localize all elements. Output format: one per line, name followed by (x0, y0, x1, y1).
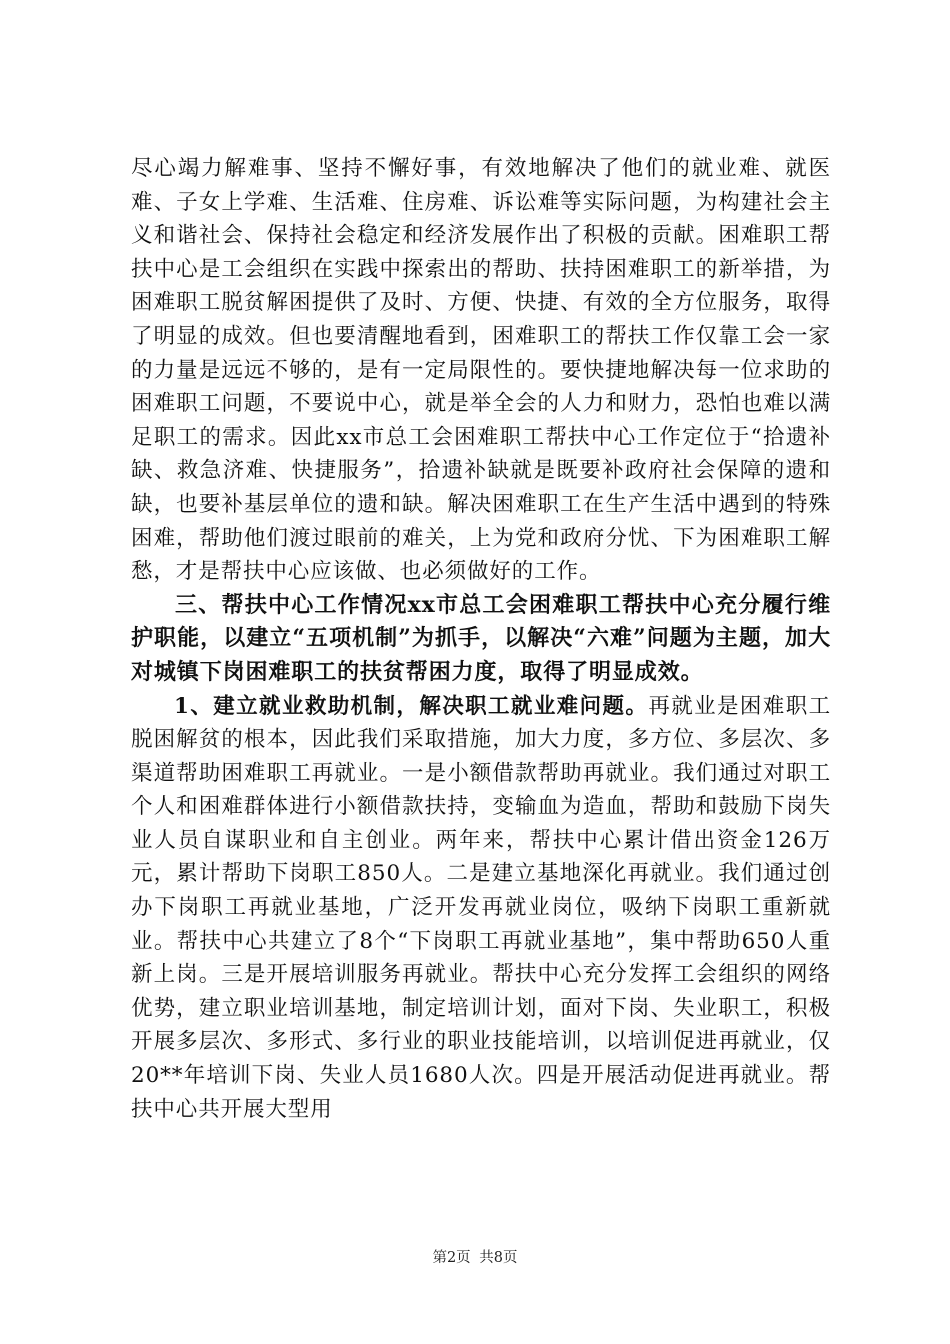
body-paragraph: 尽心竭力解难事、坚持不懈好事，有效地解决了他们的就业难、就医难、子女上学难、生活难、住房难、诉讼难等实际问题，为构建社会主义和谐社会、保持社会稳定和经济发展作出了积极的贡献。困难职工帮扶中心是工会组织在实践中探索出的帮助、扶持困难职工的新举措，为困难职工脱贫解困提供了及时、方便、快捷、有效的全方位服务，取得了明显的成效。但也要清醒地看到，困难职工的帮扶工作仅靠工会一家的力量是远远不够的，是有一定局限性的。要快捷地解决每一位求助的困难职工问题，不要说中心，就是举全会的人力和财力，恐怕也难以满足职工的需求。因此xx市总工会困难职工帮扶中心工作定位于“拾遗补缺、救急济难、快捷服务”，拾遗补缺就是既要补政府社会保障的遗和缺，也要补基层单位的遗和缺。解决困难职工在生产生活中遇到的特殊困难，帮助他们渡过眼前的难关，上为党和政府分忧、下为困难职工解愁，才是帮扶中心应该做、也必须做好的工作。 (131, 156, 831, 585)
paragraph-lead-heading: 1、建立就业救助机制，解决职工就业难问题。 (174, 693, 649, 719)
page-total: 共8页 (479, 1250, 518, 1266)
page-footer (0, 1246, 950, 1267)
section-heading-paragraph: 三、帮扶中心工作情况xx市总工会困难职工帮扶中心充分履行维护职能，以建立“五项机制”为抓手，以解决“六难”问题为主题，加大对城镇下岗困难职工的扶贫帮困力度，取得了明显成效。 (131, 591, 831, 685)
paragraph-text: 再就业是困难职工脱困解贫的根本，因此我们采取措施，加大力度，多方位、多层次、多渠道帮助困难职工再就业。一是小额借款帮助再就业。我们通过对职工个人和困难群体进行小额借款扶持，变输血为造血，帮助和鼓励下岗失业人员自谋职业和自主创业。两年来，帮扶中心累计借出资金126万元，累计帮助下岗职工850人。二是建立基地深化再就业。我们通过创办下岗职工再就业基地，广泛开发再就业岗位，吸纳下岗职工重新就业。帮扶中心共建立了8个“下岗职工再就业基地”，集中帮助650人重新上岗。三是开展培训服务再就业。帮扶中心充分发挥工会组织的网络优势，建立职业培训基地，制定培训计划，面对下岗、失业职工，积极开展多层次、多形式、多行业的职业技能培训，以培训促进再就业，仅20**年培训下岗、失业人员1680人次。四是开展活动促进再就业。帮扶中心共开展大型用 (131, 693, 831, 1122)
document-body (131, 152, 831, 1126)
page-number: 第2页 (432, 1250, 471, 1266)
body-paragraph (131, 690, 831, 1127)
